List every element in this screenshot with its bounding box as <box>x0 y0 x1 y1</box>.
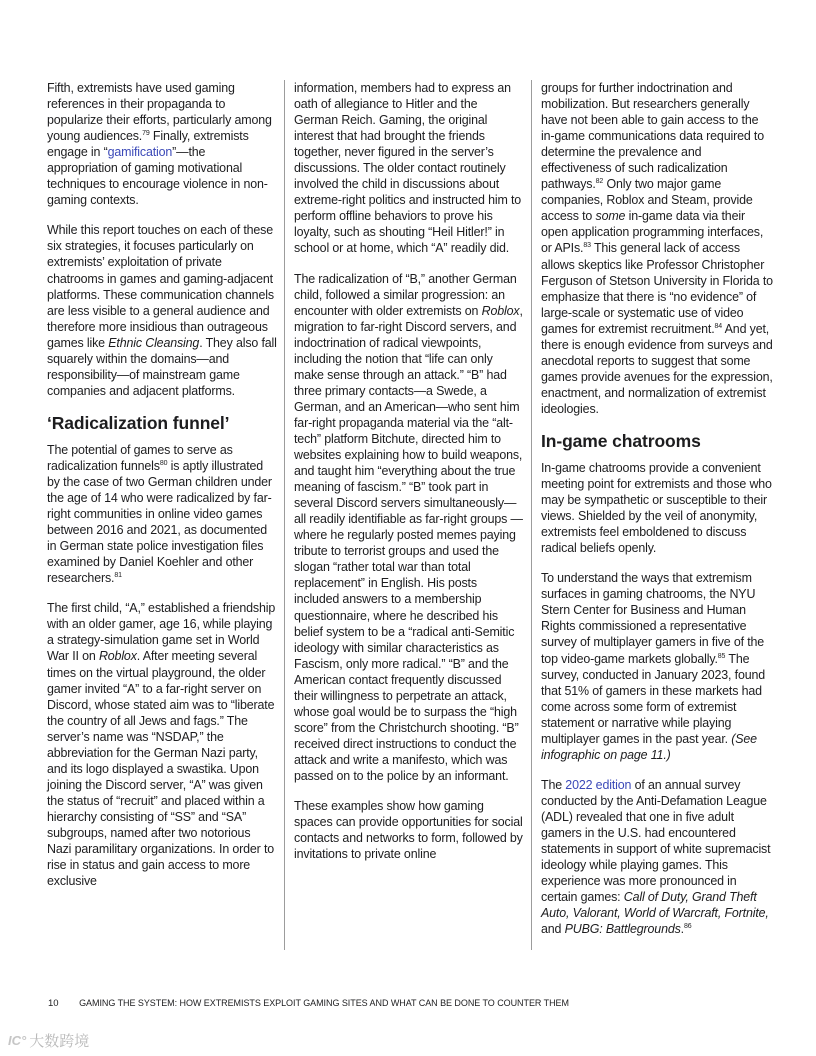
watermark-logo-icon: IC° <box>8 1033 27 1048</box>
footnote-marker[interactable]: 81 <box>114 572 122 580</box>
text-run: Only two major game companies, Roblox and Steam, provide access to <box>541 177 753 224</box>
paragraph <box>541 460 773 556</box>
page-number: 10 <box>48 998 59 1009</box>
text-run: . <box>680 922 684 937</box>
footnote-marker[interactable]: 79 <box>142 130 150 138</box>
text-run: And yet, there is enough evidence from surveys and anecdotal reports to suggest that some games provide avenues for the expression, enactment, and normalization of extremist ideologies. <box>541 321 773 416</box>
italic-text: some <box>595 209 626 224</box>
text-run: Finally, extremists engage in “ <box>47 129 249 160</box>
watermark <box>8 1030 89 1051</box>
text-run: Fifth, extremists have used gaming references in their propaganda to popularize their efforts, particularly among young audiences. <box>47 81 272 144</box>
text-run: ”—the appropriation of gaming motivational techniques to encourage violence in non-gaming contexts. <box>47 145 268 208</box>
paragraph <box>294 271 524 785</box>
text-run: In-game chatrooms provide a convenient meeting point for extremists and those who may be sympathetic or susceptible to their views. Shielded by the veil of anonymity, extremists feel emboldened to discuss radical beliefs openly. <box>541 460 772 556</box>
text-run: and <box>541 922 565 937</box>
footnote-marker[interactable]: 86 <box>683 923 692 931</box>
italic-text: Roblox <box>481 303 520 318</box>
column-1 <box>47 80 277 903</box>
page-footer <box>48 998 569 1009</box>
paragraph <box>541 570 773 763</box>
paragraph <box>47 442 277 586</box>
column-3 <box>541 80 773 951</box>
text-run: These examples show how gaming spaces can provide opportunities for social contacts and networks to form, followed by invitations to private online <box>294 799 523 862</box>
italic-text: PUBG: Battlegrounds <box>564 922 681 937</box>
text-run: information, members had to express an oath of allegiance to Hitler and the German Reich. Gaming, the original interest that had brought the friends together, never figured in the server’s discussions. The older contact routinely involved the child in discussions about extreme-right politics and instructed him to perform offline behaviors to prove his loyalty, such as shouting “Heil Hitler!” in school or at home, which “A” readily did. <box>294 81 522 256</box>
paragraph <box>47 80 277 208</box>
italic-text: Roblox <box>98 649 137 664</box>
paragraph <box>294 798 524 862</box>
text-run: is aptly illustrated by the case of two German children under the age of 14 who were radicalized by far-right communities in online video games between 2016 and 2021, as documented in German state police investigation files examined by Daniel Koehler and other researchers. <box>47 458 272 586</box>
text-run: . After meeting several times on the virtual playground, the older gamer invited “A” to a far-right server on Discord, whose stated aim was to “liberate the country of all Jews and fags.” The server’s name was “NSDAP,” the abbreviation for the German Nazi party, and its logo displayed a swastika. Upon joining the Discord server, “A” was given the status of “recruit” and placed within a hierarchy consisting of “SS” and “SA” subgroups, named after two notorious Nazi paramilitary organizations. In order to rise in status and gain access to more exclusive <box>47 649 275 889</box>
text-run: The radicalization of “B,” another German child, followed a similar progression: an encounter with older extremists on <box>294 271 517 318</box>
column-2 <box>294 80 524 876</box>
running-title: GAMING THE SYSTEM: HOW EXTREMISTS EXPLOIT GAMING SITES AND WHAT CAN BE DONE TO COUNTER THEM <box>79 998 569 1008</box>
text-run: The survey, conducted in January 2023, found that 51% of gamers in these markets had come across some form of extremist statement or narrative while playing multiplayer games in the past year. <box>541 651 766 746</box>
text-run: To understand the ways that extremism surfaces in gaming chatrooms, the NYU Stern Center for Business and Human Rights commissioned a representative survey of multiplayer gamers in five of the top video-game markets globally. <box>541 571 765 666</box>
footnote-marker[interactable]: 85 <box>717 652 726 660</box>
footnote-marker[interactable]: 84 <box>714 322 723 330</box>
section-heading-radicalization-funnel: ‘Radicalization funnel’ <box>47 412 230 433</box>
text-run: While this report touches on each of these six strategies, it focuses particularly on extremists’ exploitation of private chatrooms in games and gaming-adjacent platforms. These communication channels are less visible to a general audience and therefore more insidious than outrageous games like <box>47 223 274 350</box>
text-run: groups for further indoctrination and mobilization. But researchers generally have not been able to gain access to the in-game communications data required to determine the prevalence and effectiveness of such radicalization pathways. <box>541 81 764 192</box>
watermark-text: 大数跨境 <box>29 1033 90 1050</box>
italic-text: Call of Duty, Grand Theft Auto, Valorant, World of Warcraft, Fortnite, <box>541 890 769 921</box>
text-run: of an annual survey conducted by the Anti-Defamation League (ADL) revealed that one in five adult gamers in the U.S. had encountered statements in support of white supremacist ideology while playing games. This experience was more pronounced in certain games: <box>541 777 771 905</box>
text-run: The potential of games to serve as radicalization funnels <box>47 442 233 473</box>
footnote-marker[interactable]: 83 <box>583 242 591 250</box>
text-run: . They also fall squarely within the domains—and responsibility—of mainstream game companies and adjacent platforms. <box>47 335 277 398</box>
text-run: The first child, “A,” established a friendship with an older gamer, age 16, while playing a strategy-simulation game set in World War II on <box>47 601 276 664</box>
italic-text: Ethnic Cleansing <box>108 335 200 350</box>
inline-link[interactable]: 2022 edition <box>565 777 632 792</box>
italic-text: (See infographic on page 11.) <box>541 731 757 762</box>
paragraph <box>47 222 277 399</box>
paragraph <box>47 600 277 889</box>
text-run: , migration to far-right Discord servers, and indoctrination of radical viewpoints, including the notion that “life can only make sense through an attack.” “B” had three primary contacts—a Swede, a German, and an American—who sent him far-right propaganda material via the “alt-tech” platform Bitchute, directed him to websites explaining how to build weapons, and taught him “everything about the true meaning of fascism.” “B” took part in several Discord servers simultaneously—all readily identifiable as far-right groups —where he regularly posted memes paying tribute to terrorist groups and used the slogan “rather total war than total replacement” in English. His posts included answers to a membership questionnaire, where he described his belief system to be a “radical anti-Semitic ideology with similar characteristics as Fascism, only more radical.” “B” and the American contact frequently discussed their willingness to perpetrate an attack, whose goal would be to surpass the “high score” from the Christchurch shooting. “B” received direct instructions to conduct the attack and write a manifesto, which was passed on to the police by an informant. <box>294 303 523 783</box>
section-heading-in-game-chatrooms: In-game chatrooms <box>541 430 701 451</box>
paragraph <box>541 80 773 417</box>
footnote-marker[interactable]: 80 <box>159 459 168 467</box>
column-divider-1 <box>284 80 285 950</box>
footnote-marker[interactable]: 82 <box>595 178 604 186</box>
inline-link[interactable]: gamification <box>107 145 173 160</box>
column-divider-2 <box>531 80 532 950</box>
paragraph <box>294 80 524 257</box>
text-run: This general lack of access allows skeptics like Professor Christopher Ferguson of Stetson University in Florida to emphasize that there is “no evidence” of large-scale or systematic use of video games for extremist recruitment. <box>541 241 773 336</box>
text-run: in-game data via their open application programming interfaces, or APIs. <box>541 209 764 256</box>
text-run: The <box>541 777 566 792</box>
paragraph <box>541 777 773 937</box>
